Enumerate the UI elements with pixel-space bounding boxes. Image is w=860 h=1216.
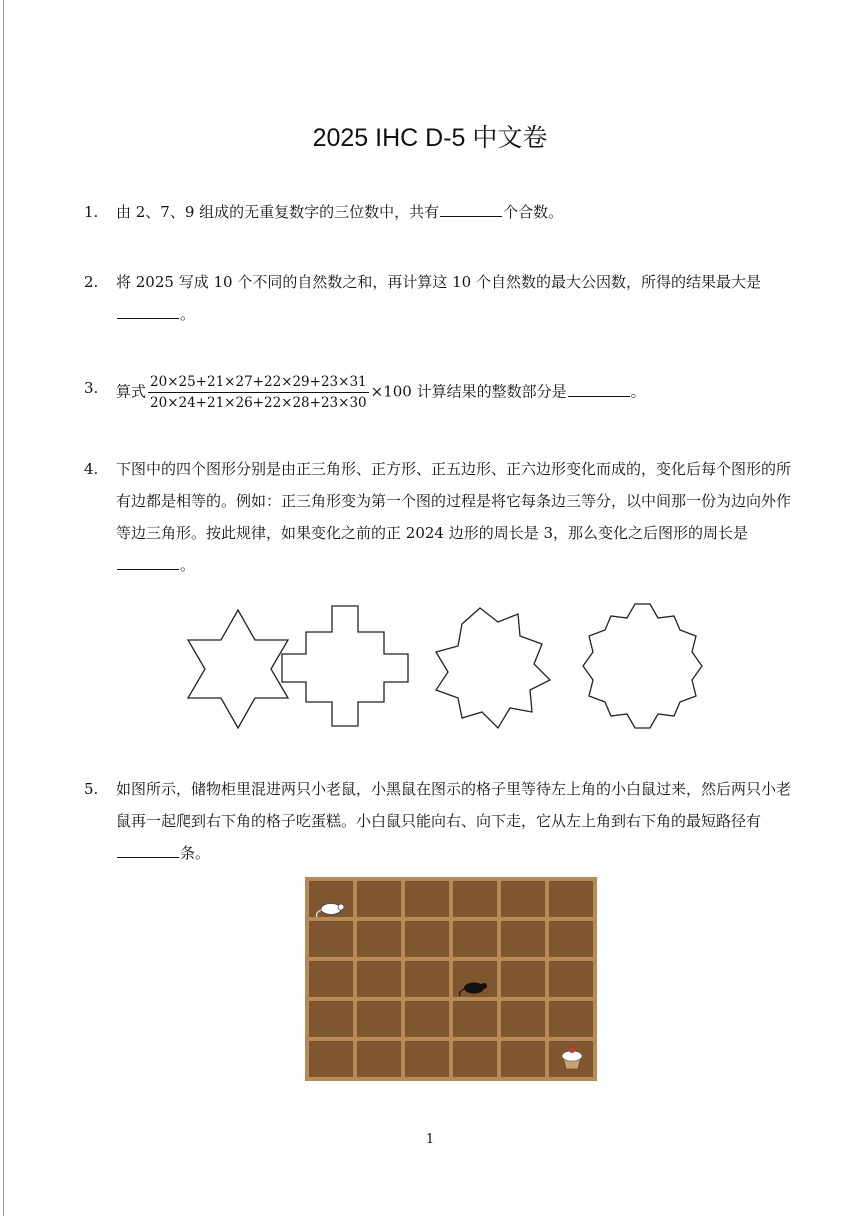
locker-cell xyxy=(405,961,449,997)
star-figure xyxy=(188,610,288,728)
locker-cell xyxy=(549,921,593,957)
question-prefix: 算式 xyxy=(116,382,147,401)
locker-cell xyxy=(309,1001,353,1037)
question-number: 4. xyxy=(84,460,99,478)
question-text-end: 条。 xyxy=(180,844,211,862)
question-5 xyxy=(84,773,804,869)
locker-cell xyxy=(309,921,353,957)
locker-cell xyxy=(357,881,401,917)
question-2 xyxy=(84,266,804,330)
question-text: 将 2025 写成 10 个不同的自然数之和，再计算这 10 个自然数的最大公因数，所得的结果最大是 xyxy=(116,273,761,291)
question-text: 如图所示，储物柜里混进两只小老鼠，小黑鼠在图示的格子里等待左上角的小白鼠过来，然后两只小老鼠再一起爬到右下角的格子吃蛋糕。小白鼠只能向右、向下走，它从左上角到右下角的最短路径有 xyxy=(116,780,792,830)
locker-cell xyxy=(549,961,593,997)
question-3 xyxy=(84,372,804,413)
cross-figure xyxy=(282,606,408,726)
question-text-end: 个合数。 xyxy=(503,203,564,221)
locker-cell xyxy=(405,921,449,957)
locker-cell xyxy=(501,1001,545,1037)
locker-grid xyxy=(305,877,597,1081)
locker-cell xyxy=(405,881,449,917)
locker-cell xyxy=(501,921,545,957)
question-1 xyxy=(84,196,804,228)
locker-cell xyxy=(453,1001,497,1037)
locker-cell xyxy=(501,961,545,997)
locker-cell xyxy=(501,1041,545,1077)
fraction-expression xyxy=(148,372,369,413)
locker-cell xyxy=(453,921,497,957)
question-number: 5. xyxy=(84,780,99,798)
question-text: 下图中的四个图形分别是由正三角形、正方形、正五边形、正六边形变化而成的，变化后每个图形的所有边都是相等的。例如：正三角形变为第一个图的过程是将它每条边三等分，以中间那一份为边向外作等边三角形。按此规律，如果变化之前的正 2024 边形的周长是 3，那么变化之后图形的周长是 xyxy=(116,460,792,542)
polygon-figures xyxy=(180,592,720,732)
locker-cell xyxy=(357,921,401,957)
question-4 xyxy=(84,453,804,581)
locker-cell xyxy=(309,1041,353,1077)
locker-cell xyxy=(453,881,497,917)
pentagon-figure xyxy=(436,608,550,728)
answer-blank[interactable] xyxy=(568,380,630,397)
answer-blank[interactable] xyxy=(117,302,179,319)
page-left-border xyxy=(3,0,4,1216)
hexagon-figure xyxy=(583,604,702,728)
locker-cell xyxy=(309,961,353,997)
locker-cell xyxy=(549,881,593,917)
question-suffix: ×100 计算结果的整数部分是 xyxy=(370,382,567,401)
answer-blank[interactable] xyxy=(117,841,179,858)
fraction-denominator: 20×24+21×26+22×28+23×30 xyxy=(150,395,367,411)
question-number: 3. xyxy=(84,379,99,397)
locker-cell xyxy=(357,1041,401,1077)
question-text-end: 。 xyxy=(180,305,196,323)
fraction-numerator: 20×25+21×27+22×29+23×31 xyxy=(148,372,369,393)
locker-cell xyxy=(549,1001,593,1037)
page-title: 2025 IHC D-5 中文卷 xyxy=(312,124,548,152)
answer-blank[interactable] xyxy=(117,553,179,570)
locker-cell xyxy=(453,1041,497,1077)
locker-cell xyxy=(405,1041,449,1077)
locker-cell xyxy=(501,881,545,917)
page-number: 1 xyxy=(425,1132,435,1147)
locker-cell xyxy=(357,1001,401,1037)
locker-cell xyxy=(357,961,401,997)
question-text-end: 。 xyxy=(630,382,646,401)
answer-blank[interactable] xyxy=(440,200,502,217)
question-number: 2. xyxy=(84,273,99,291)
question-number: 1. xyxy=(84,203,99,221)
question-text: 由 2、7、9 组成的无重复数字的三位数中，共有 xyxy=(116,203,440,221)
locker-cell xyxy=(405,1001,449,1037)
question-text-end: 。 xyxy=(180,556,196,574)
